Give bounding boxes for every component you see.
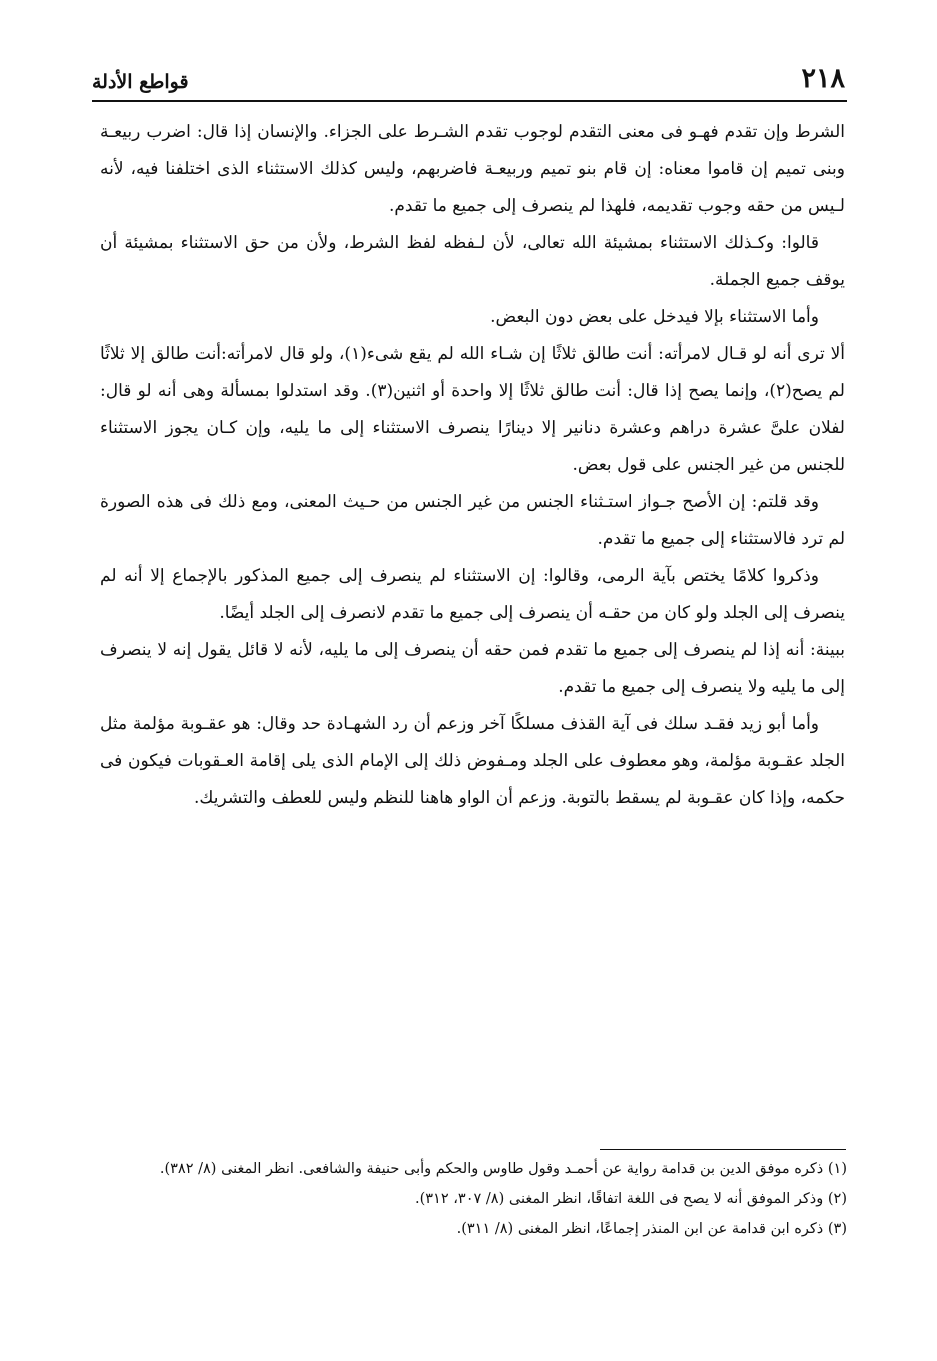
header-rule (92, 100, 847, 102)
footnote: (٣) ذكره ابن قدامة عن ابن المنذر إجماعًا، انظر المغنى (٨/ ٣١١). (456, 1221, 847, 1237)
paragraph: وأما الاستثناء بإلا فيدخل على بعض دون البعض. (490, 307, 819, 327)
paragraph: ببينة: أنه إذا لم ينصرف إلى جميع ما تقدم فمن حقه أن ينصرف إلى ما يليه، لأنه لا قائل يقول إنه لا ينصرف إلى ما يليه ولا ينصرف إلى جميع ما تقدم. (100, 640, 845, 697)
paragraph: ألا ترى أنه لو قـال لامرأته: أنت طالق ثلاثًا إن شـاء الله لم يقع شىء(١)، ولو قال لامرأته:أنت طالق إلا ثلاثًا لم يصح(٢)، وإنما يصح إذا قال: أنت طالق ثلاثًا إلا واحدة أو اثنين(٣). وقد استدلوا بمسألة وهى أنه لو قال: لفلان علىَّ عشرة دراهم وعشرة دنانير إلا دينارًا ينصرف الاستثناء إلى ما يليه، وإن كـان يجوز الاستثناء للجنس من غير الجنس على قول بعض. (100, 344, 845, 475)
paragraph: الشرط وإن تقدم فهـو فى معنى التقدم لوجوب تقدم الشـرط على الجزاء. والإنسان إذا قال: اضرب ربيعـة وبنى تميم إن قاموا معناه: إن قام بنو تميم وربيعـة فاضربهم، وليس كذلك الاستثناء الذى اختلفنا فيه، لأنه لـيس من حقه وجوب تقديمه، فلهذا لم ينصرف إلى جميع ما تقدم. (100, 122, 845, 216)
footnote-separator (600, 1149, 846, 1150)
running-title: قواطع الأدلة (92, 71, 189, 93)
footnote: (٢) وذكر الموفق أنه لا يصح فى اللغة اتفاقًا، انظر المغنى (٨/ ٣٠٧، ٣١٢). (414, 1191, 847, 1207)
footnotes (100, 1156, 847, 1243)
page-header (92, 52, 845, 92)
footnote: (١) ذكره موفق الدين بن قدامة رواية عن أحمـد وقول طاوس والحكم وأبى حنيفة والشافعى. انظر المغنى (٨/ ٣٨٢). (159, 1161, 847, 1177)
main-text (100, 114, 845, 817)
page-number: ٢١٨ (801, 63, 845, 94)
paragraph: وأما أبو زيد فقـد سلك فى آية القذف مسلكًا آخر وزعم أن رد الشهـادة حد وقال: هو عقـوبة مؤلمة مثل الجلد عقـوبة مؤلمة، وهو معطوف على الجلد ومـفوض ذلك إلى الإمام الذى يلى إقامة العـقوبات فيكون فى حكمه، وإذا كان عقـوبة لم يسقط بالتوبة. وزعم أن الواو هاهنا للنظم وليس للعطف والتشريك. (100, 714, 845, 808)
paragraph: قالوا: وكـذلك الاستثناء بمشيئة الله تعالى، لأن لـفظه لفظ الشرط، ولأن من حق الاستثناء بمشيئة أن يوقف جميع الجملة. (100, 233, 845, 290)
paragraph: وقد قلتم: إن الأصح جـواز استـثناء الجنس من غير الجنس من حـيث المعنى، ومع ذلك فى هذه الصورة لم ترد فالاستثناء إلى جميع ما تقدم. (100, 492, 845, 549)
paragraph: وذكروا كلامًا يختص بآية الرمى، وقالوا: إن الاستثناء لم ينصرف إلى جميع المذكور بالإجماع إلا أنه لم ينصرف إلى الجلد ولو كان من حقـه أن ينصرف إلى جميع ما تقدم لانصرف إلى الجلد أيضًا. (100, 566, 845, 623)
